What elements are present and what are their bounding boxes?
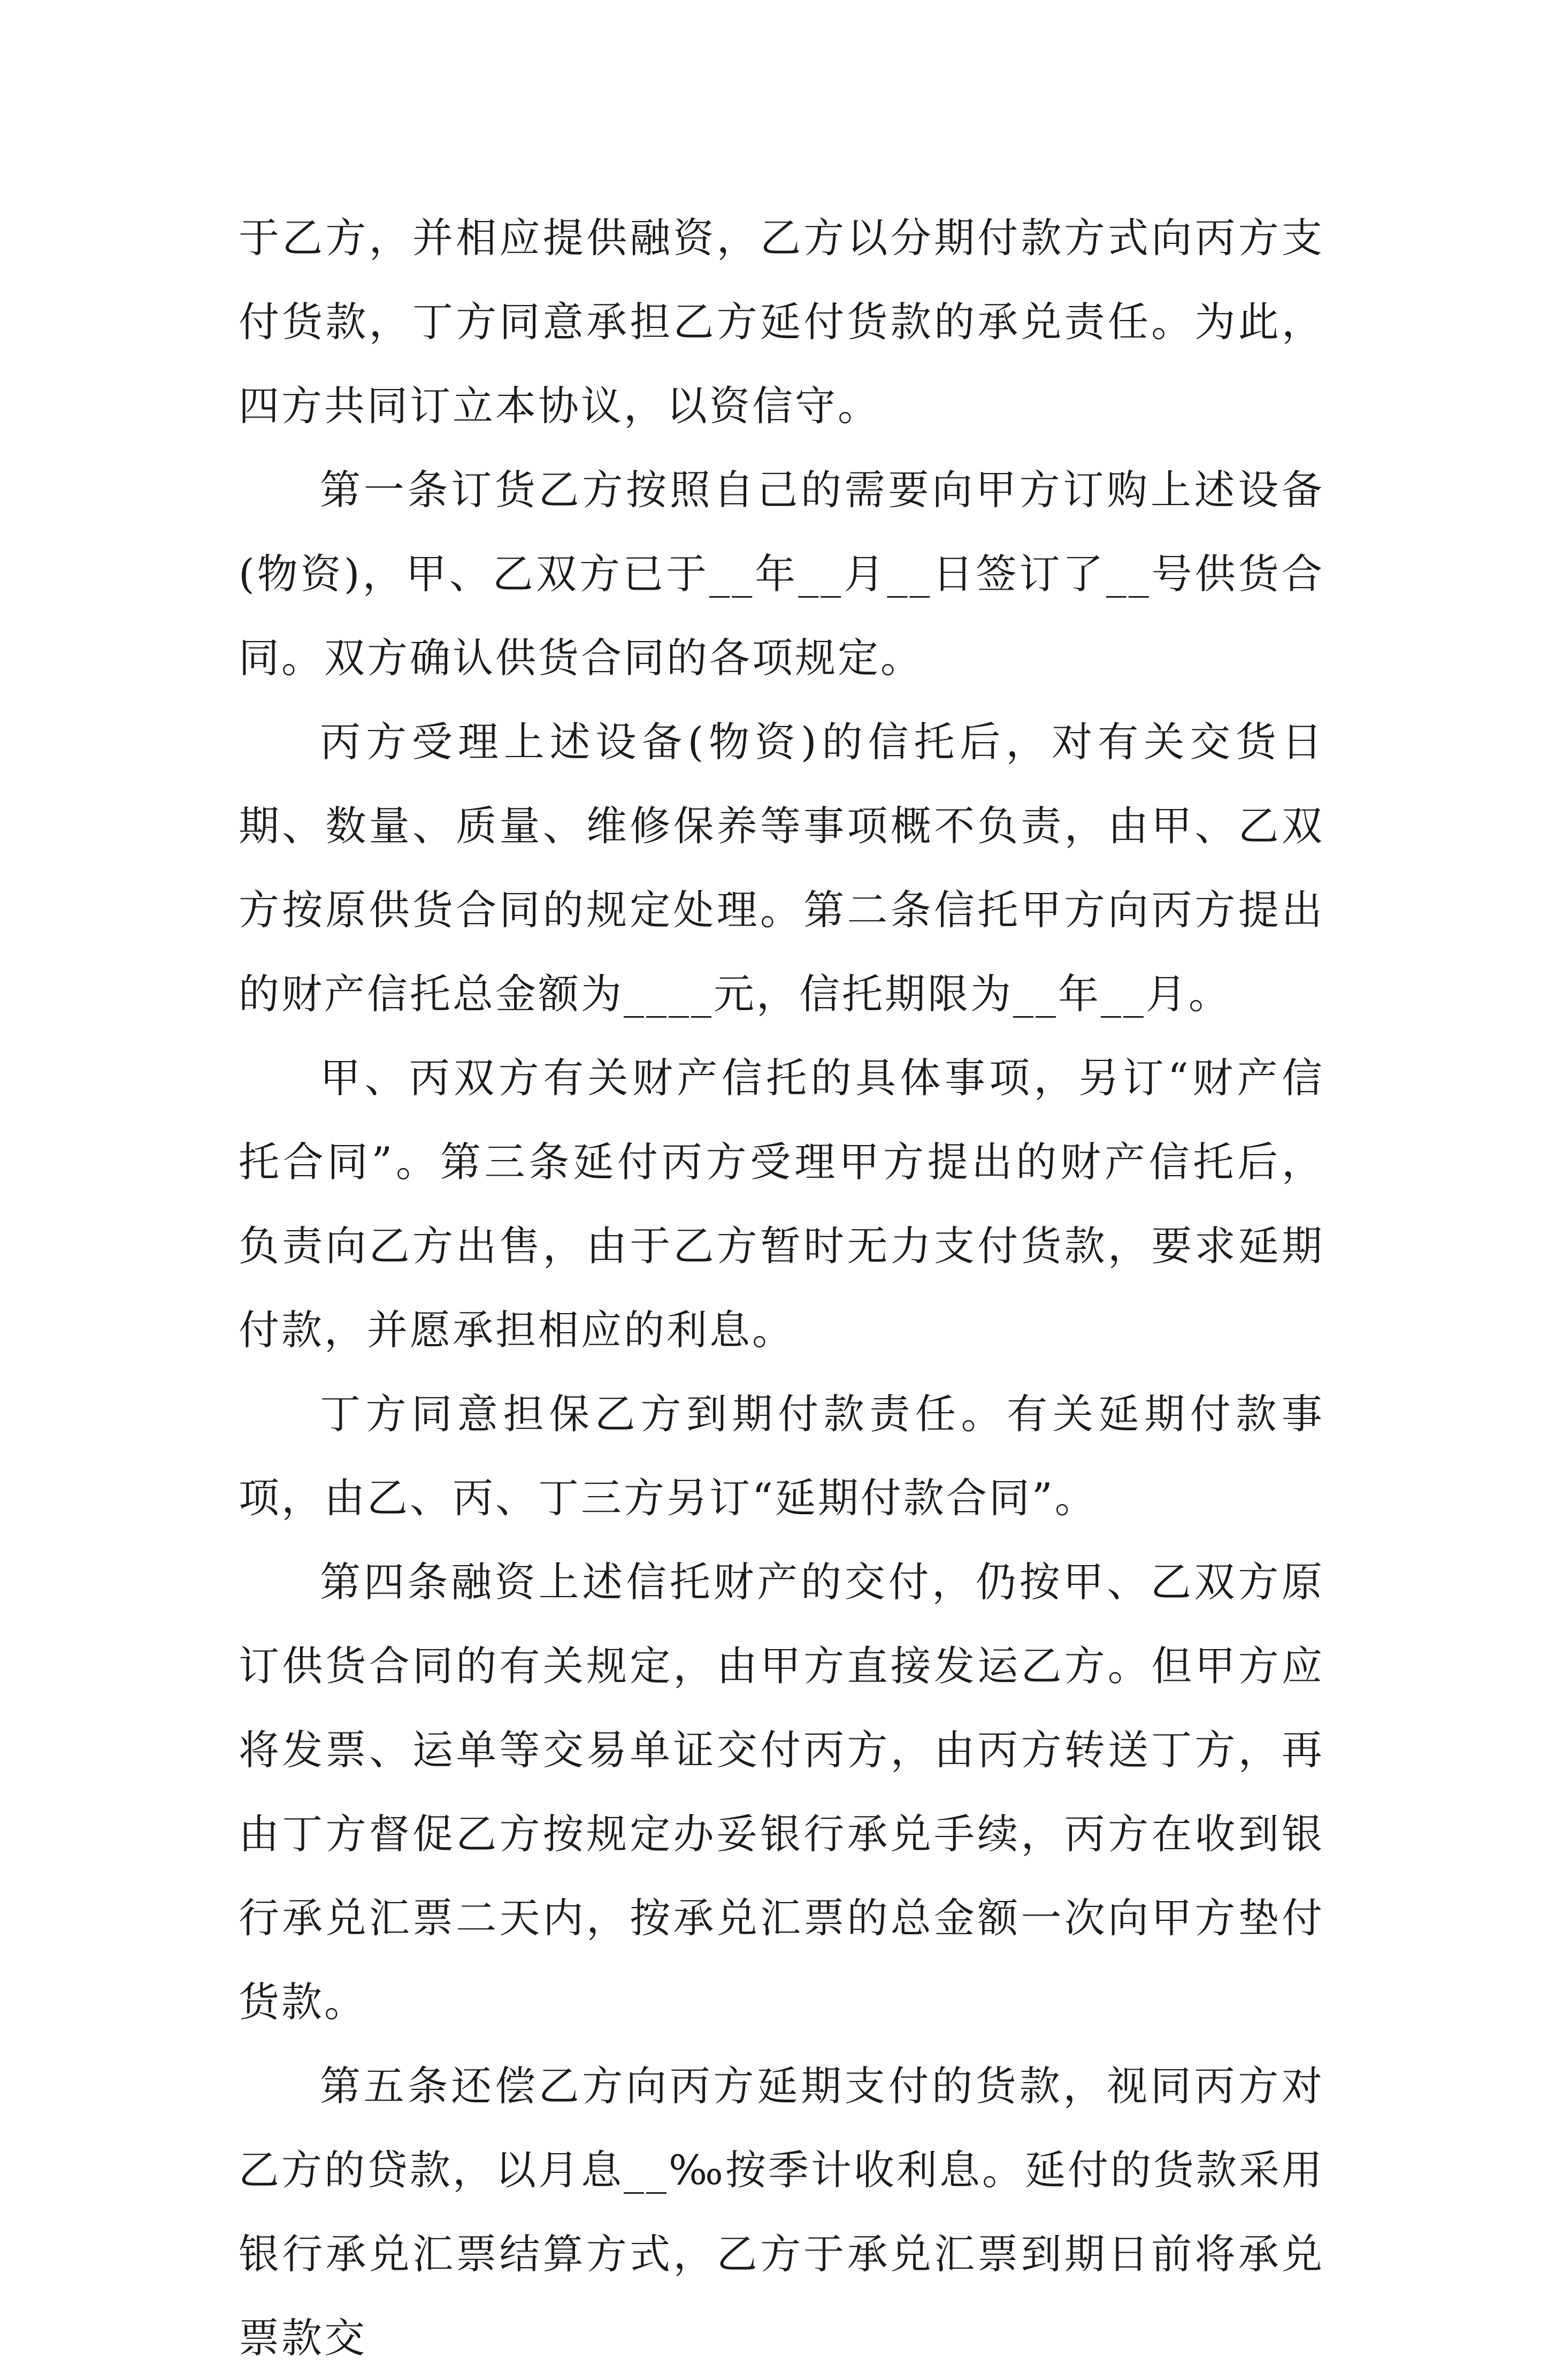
paragraph-7: 第五条还偿乙方向丙方延期支付的货款，视同丙方对乙方的贷款，以月息__‰按季计收利息。延付的货款采用银行承兑汇票结算方式，乙方于承兑汇票到期日前将承兑票款交 (239, 2062, 1324, 2362)
contract-body (239, 196, 1324, 2380)
paragraph-3: 丙方受理上述设备(物资)的信托后，对有关交货日期、数量、质量、维修保养等事项概不负责，由甲、乙双方按原供货合同的规定处理。第二条信托甲方向丙方提出的财产信托总金额为____元，信托期限为__年__月。 (239, 718, 1324, 1018)
paragraph-2: 第一条订货乙方按照自己的需要向甲方订购上述设备(物资)，甲、乙双方已于__年__月__日签订了__号供货合同。双方确认供货合同的各项规定。 (239, 466, 1324, 682)
paragraph-6: 第四条融资上述信托财产的交付，仍按甲、乙双方原订供货合同的有关规定，由甲方直接发运乙方。但甲方应将发票、运单等交易单证交付丙方，由丙方转送丁方，再由丁方督促乙方按规定办妥银行承兑手续，丙方在收到银行承兑汇票二天内，按承兑汇票的总金额一次向甲方垫付货款。 (239, 1558, 1324, 2026)
paragraph-4: 甲、丙双方有关财产信托的具体事项，另订“财产信托合同”。第三条延付丙方受理甲方提出的财产信托后，负责向乙方出售，由于乙方暂时无力支付货款，要求延期付款，并愿承担相应的利息。 (239, 1054, 1324, 1354)
paragraph-5: 丁方同意担保乙方到期付款责任。有关延期付款事项，由乙、丙、丁三方另订“延期付款合同”。 (239, 1390, 1324, 1522)
paragraph-1: 于乙方，并相应提供融资，乙方以分期付款方式向丙方支付货款，丁方同意承担乙方延付货款的承兑责任。为此，四方共同订立本协议，以资信守。 (239, 214, 1324, 430)
